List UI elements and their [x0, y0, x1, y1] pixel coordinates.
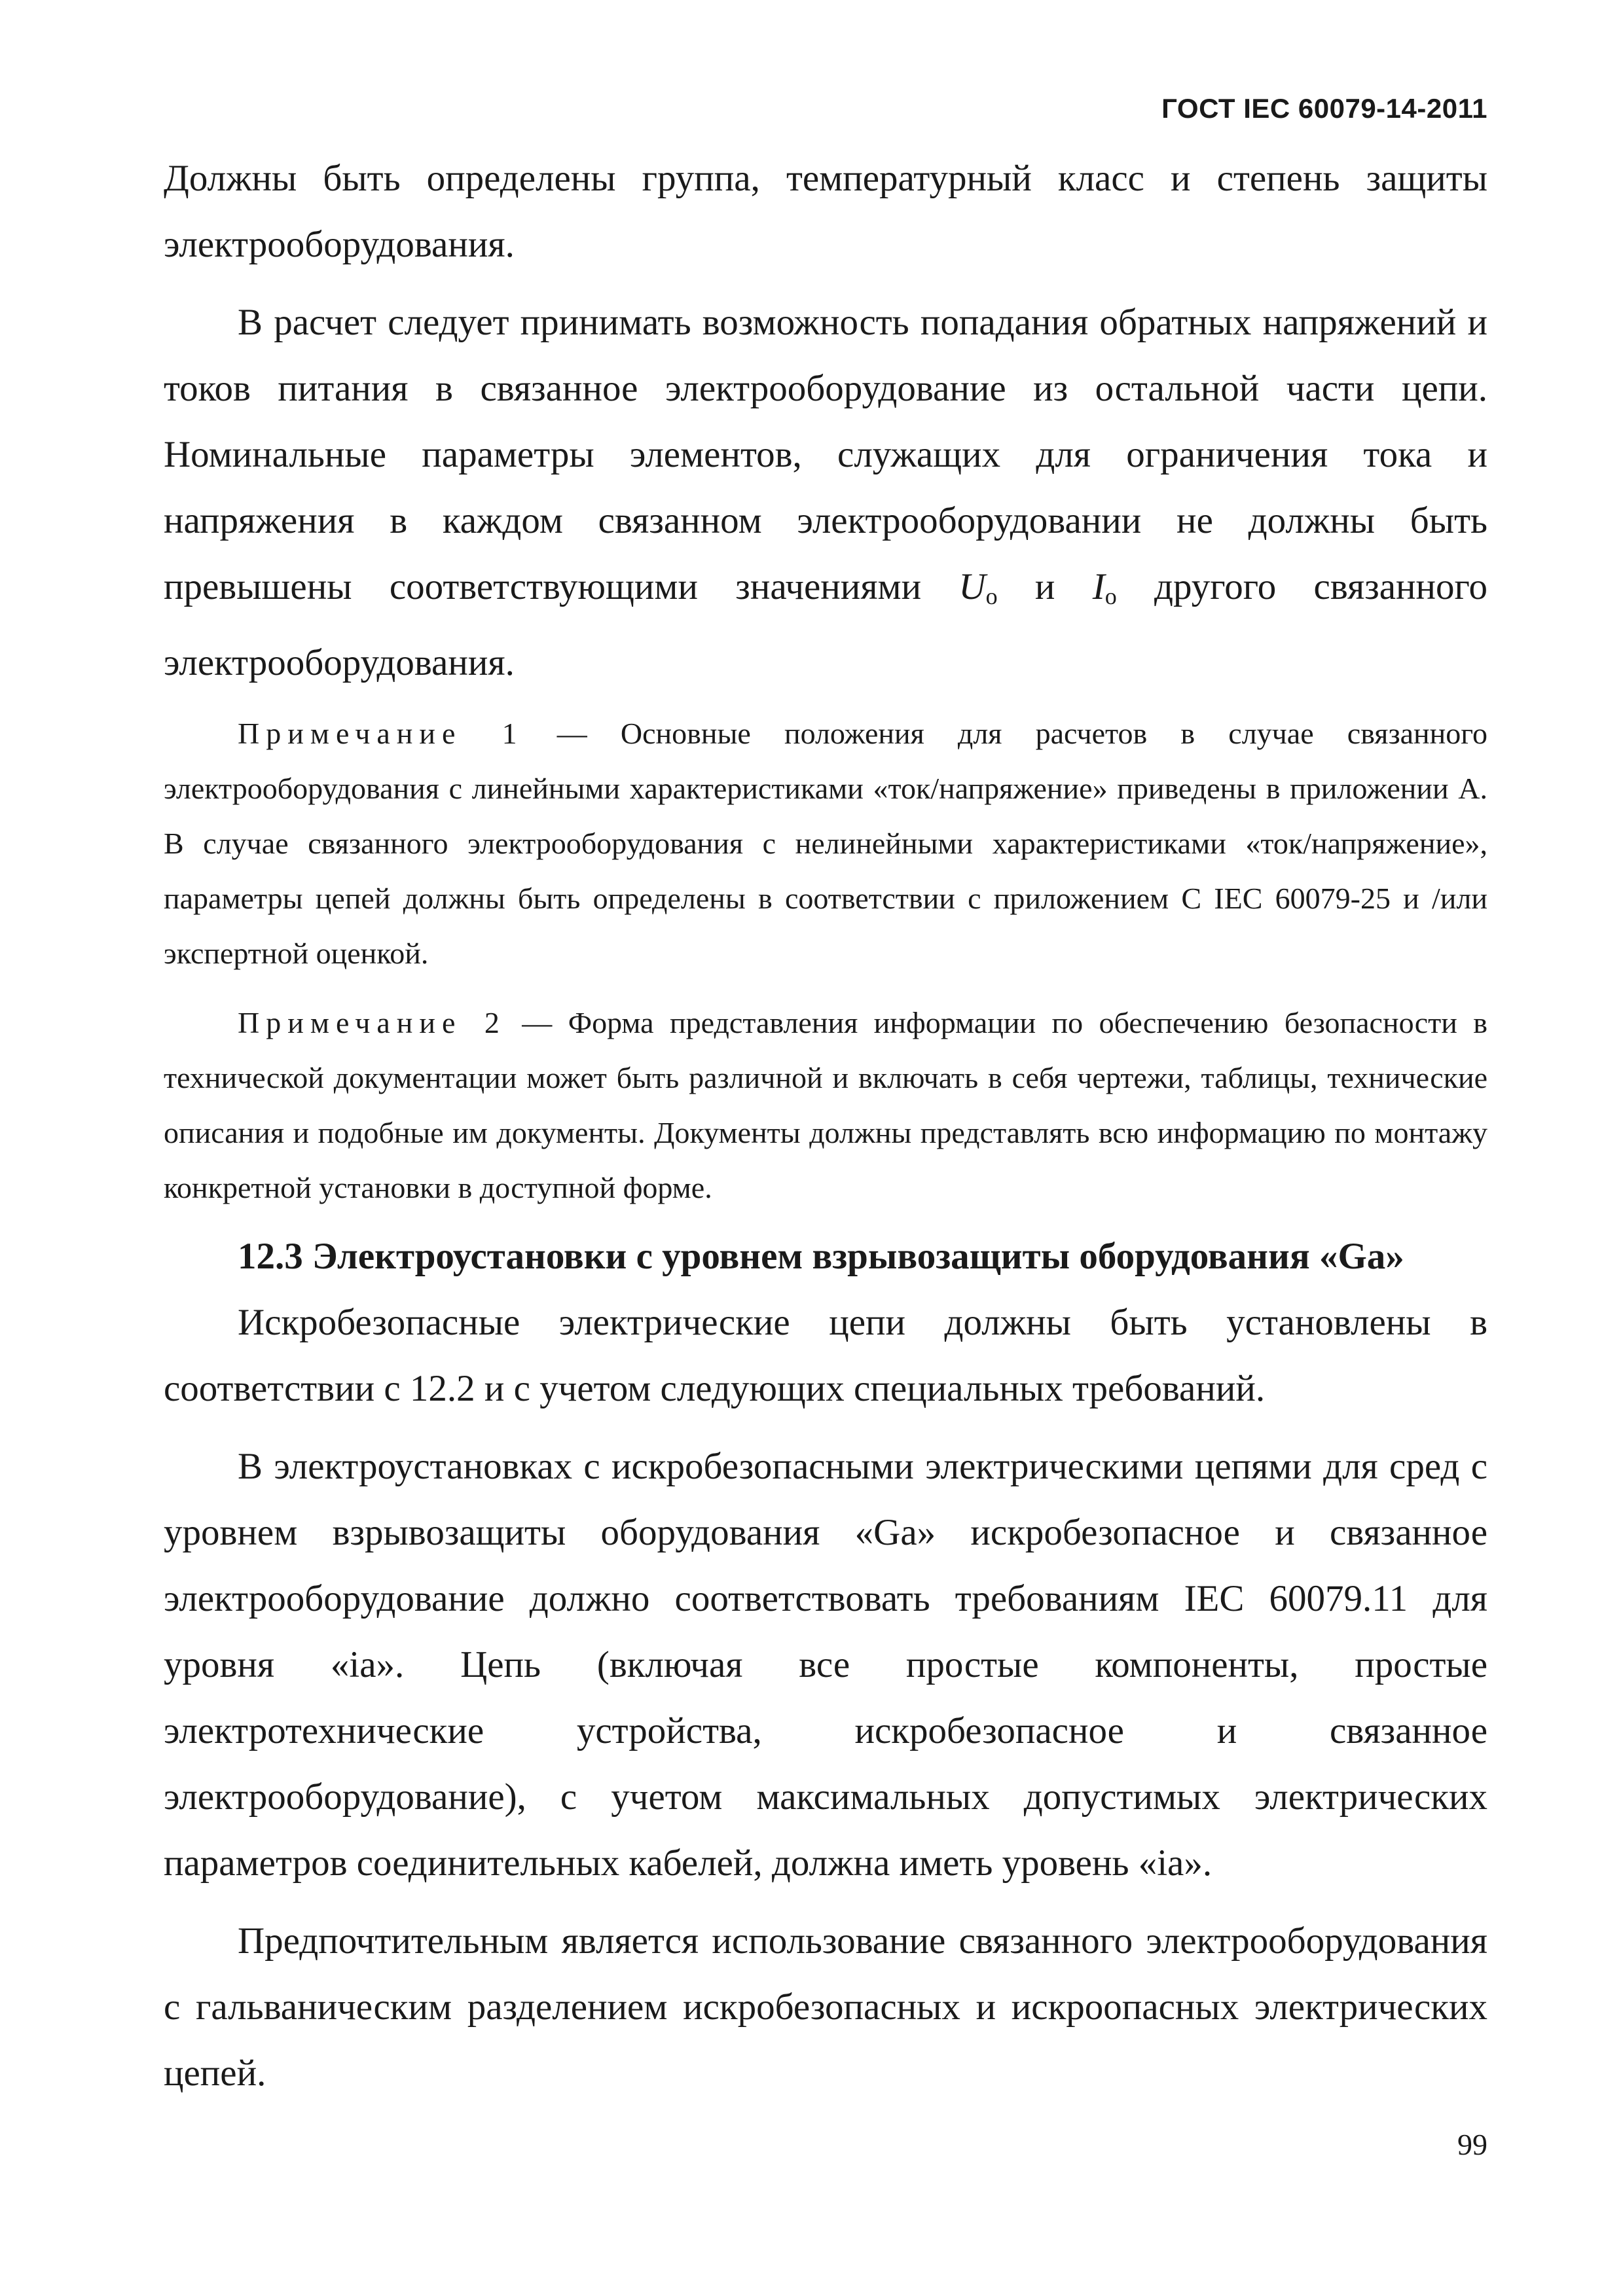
document-body — [164, 145, 1487, 2106]
symbol-i: I — [1092, 566, 1105, 607]
conjunction-text: и — [997, 566, 1093, 607]
paragraph-requirements: Должны быть определены группа, температурный класс и степень защиты электрооборудования. — [164, 158, 1487, 265]
paragraph-calculation-text: В расчет следует принимать возможность попадания обратных напряжений и токов питания в связанное электрооборудование из остальной части цепи. Номинальные параметры элементов, служащих для ограничения тока и напряжения в каждом связанном электрооборудовании не должны быть превышены соответствующими значениями — [164, 302, 1487, 607]
document-header: ГОСТ IEC 60079-14-2011 — [1161, 93, 1487, 124]
note-1 — [164, 706, 1487, 981]
paragraph-ga-requirements: В электроустановках с искробезопасными электрическими цепями для сред с уровнем взрывозащиты оборудования «Ga» искробезопасное и связанное электрооборудование должно соответствовать требованиям IEC 60079.11 для уровня «ia». Цепь (включая все простые компоненты, простые электротехнические устройства, искробезопасное и связанное электрооборудование), с учетом максимальных допустимых электрических параметров соединительных кабелей, должна иметь уровень «ia». — [164, 1446, 1487, 1884]
paragraph-preferred: Предпочтительным является использование связанного электрооборудования с гальваническим разделением искробезопасных и искроопасных электрических цепей. — [164, 1920, 1487, 2094]
paragraph-calculation — [164, 289, 1487, 696]
note-2-label: Примечание 2 — [238, 1006, 506, 1039]
note-2-text: Форма представления информации по обеспечению безопасности в технической документации может быть различной и включать в себя чертежи, таблицы, технические описания и подобные им документы. Документы должны представлять всю информацию по монтажу конкретной установки в доступной форме. — [164, 1006, 1488, 1204]
page-number: 99 — [1457, 2128, 1487, 2161]
note-2-dash: — — [505, 1006, 568, 1039]
symbol-u: U — [958, 566, 986, 607]
document-page — [164, 0, 1487, 2296]
note-1-text: Основные положения для расчетов в случае связанного электрооборудования с линейными характеристиками «ток/напряжение» приведены в приложении А. В случае связанного электрооборудования с нелинейными характеристиками «ток/напряжение», параметры цепей должны быть определены в соответствии с приложением С IEC 60079-25 и /или экспертной оценкой. — [164, 717, 1488, 970]
paragraph-intrinsic-circuits: Искробезопасные электрические цепи должны быть установлены в соответствии с 12.2 и с учетом следующих специальных требований. — [164, 1302, 1487, 1409]
note-1-label: Примечание 1 — [238, 717, 524, 750]
note-2 — [164, 996, 1487, 1215]
paragraph-calculation-end: другого связанного электрооборудования. — [164, 566, 1487, 683]
section-heading: 12.3 Электроустановки с уровнем взрывозащиты оборудования «Ga» — [238, 1236, 1404, 1277]
note-1-dash: — — [523, 717, 621, 750]
subscript-u: o — [985, 583, 998, 609]
subscript-i: o — [1104, 583, 1117, 609]
